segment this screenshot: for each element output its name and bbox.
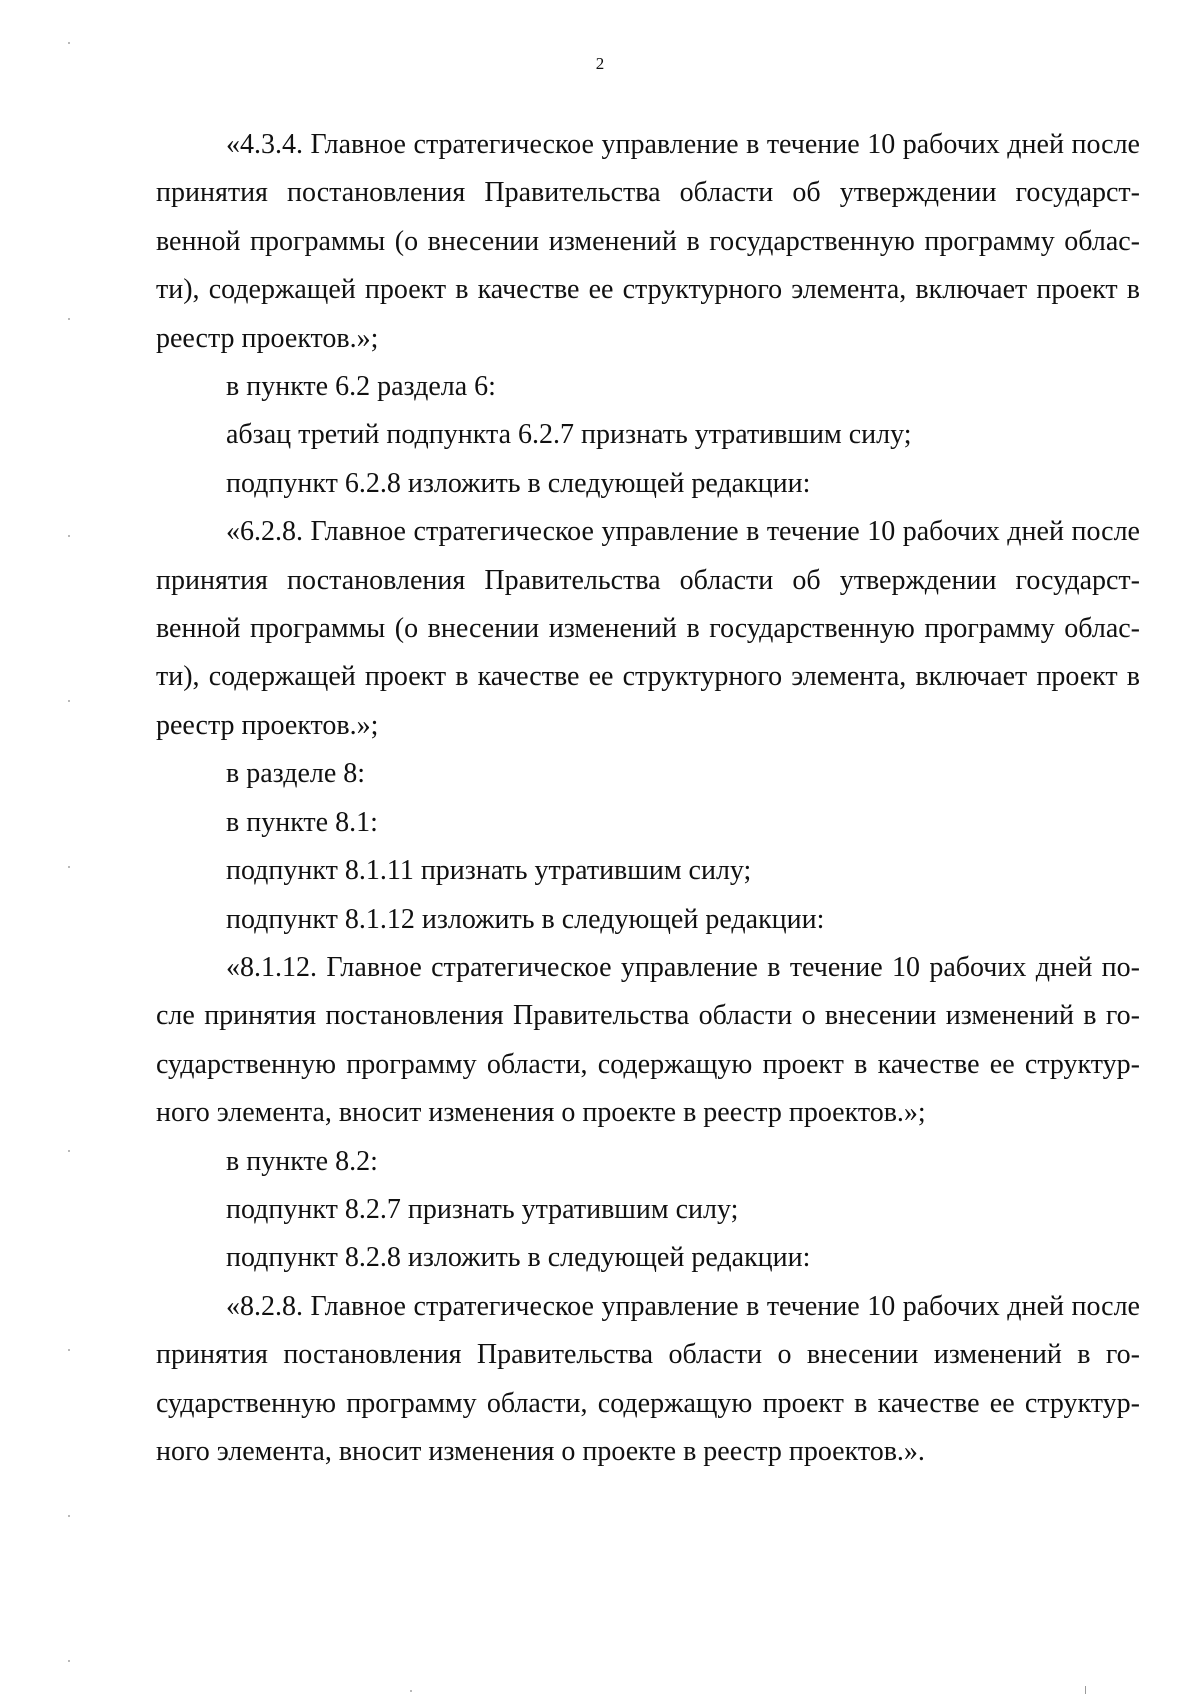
paragraph-8-1-12-quote: «8.1.12. Главное стратегическое управление в течение 10 рабочих дней после принятия постановления Правительства области о внесении изменений в государственную программу области, содержащую проект в качестве ее структурного элемента, вносит изменения о проекте в реестр проектов.»; xyxy=(156,951,1140,1129)
paragraph-section-8: в разделе 8: xyxy=(226,758,366,790)
paragraph-section-6-point-6-2: в пункте 6.2 раздела 6: xyxy=(226,371,496,403)
document-body xyxy=(156,121,1140,1476)
page-number: 2 xyxy=(595,54,605,73)
paragraph-6-2-8-quote: «6.2.8. Главное стратегическое управление в течение 10 рабочих дней после принятия постановления Правительства области об утверждении государственной программы (о внесении изменений в государственную программу области), содержащей проект в качестве ее структурного элемента, включает проект в реестр проектов.»; xyxy=(156,516,1140,741)
paragraph-8-1-12-intro: подпункт 8.1.12 изложить в следующей редакции: xyxy=(226,903,825,935)
paragraph-8-1-11-repeal: подпункт 8.1.11 признать утратившим силу; xyxy=(226,855,752,887)
scan-speck xyxy=(410,1690,412,1692)
scan-speck xyxy=(68,1349,70,1351)
scan-speck xyxy=(68,535,70,537)
paragraph-6-2-7-repeal: абзац третий подпункта 6.2.7 признать утратившим силу; xyxy=(226,419,912,451)
paragraph-8-2-8-quote: «8.2.8. Главное стратегическое управление в течение 10 рабочих дней после принятия постановления Правительства области о внесении изменений в государственную программу области, содержащую проект в качестве ее структурного элемента, вносит изменения о проекте в реестр проектов.». xyxy=(156,1290,1140,1467)
paragraph-8-2-8-intro: подпункт 8.2.8 изложить в следующей редакции: xyxy=(226,1242,811,1274)
paragraph-point-8-1: в пункте 8.1: xyxy=(226,806,378,838)
scan-speck xyxy=(68,42,70,44)
scan-speck xyxy=(68,318,70,320)
paragraph-6-2-8-intro: подпункт 6.2.8 изложить в следующей редакции: xyxy=(226,467,811,499)
paragraph-point-8-2: в пункте 8.2: xyxy=(226,1145,378,1177)
scan-speck xyxy=(68,1660,70,1662)
paragraph-8-2-7-repeal: подпункт 8.2.7 признать утратившим силу; xyxy=(226,1193,739,1225)
scan-speck xyxy=(68,1515,70,1517)
scan-mark xyxy=(1085,1686,1086,1694)
scan-speck xyxy=(68,866,70,868)
scan-speck xyxy=(68,700,70,702)
scan-speck xyxy=(68,1150,70,1152)
paragraph-4-3-4-quote: «4.3.4. Главное стратегическое управление в течение 10 рабочих дней после принятия постановления Правительства области об утверждении государственной программы (о внесении изменений в государственную программу области), содержащей проект в качестве ее структурного элемента, включает проект в реестр проектов.»; xyxy=(156,129,1140,354)
